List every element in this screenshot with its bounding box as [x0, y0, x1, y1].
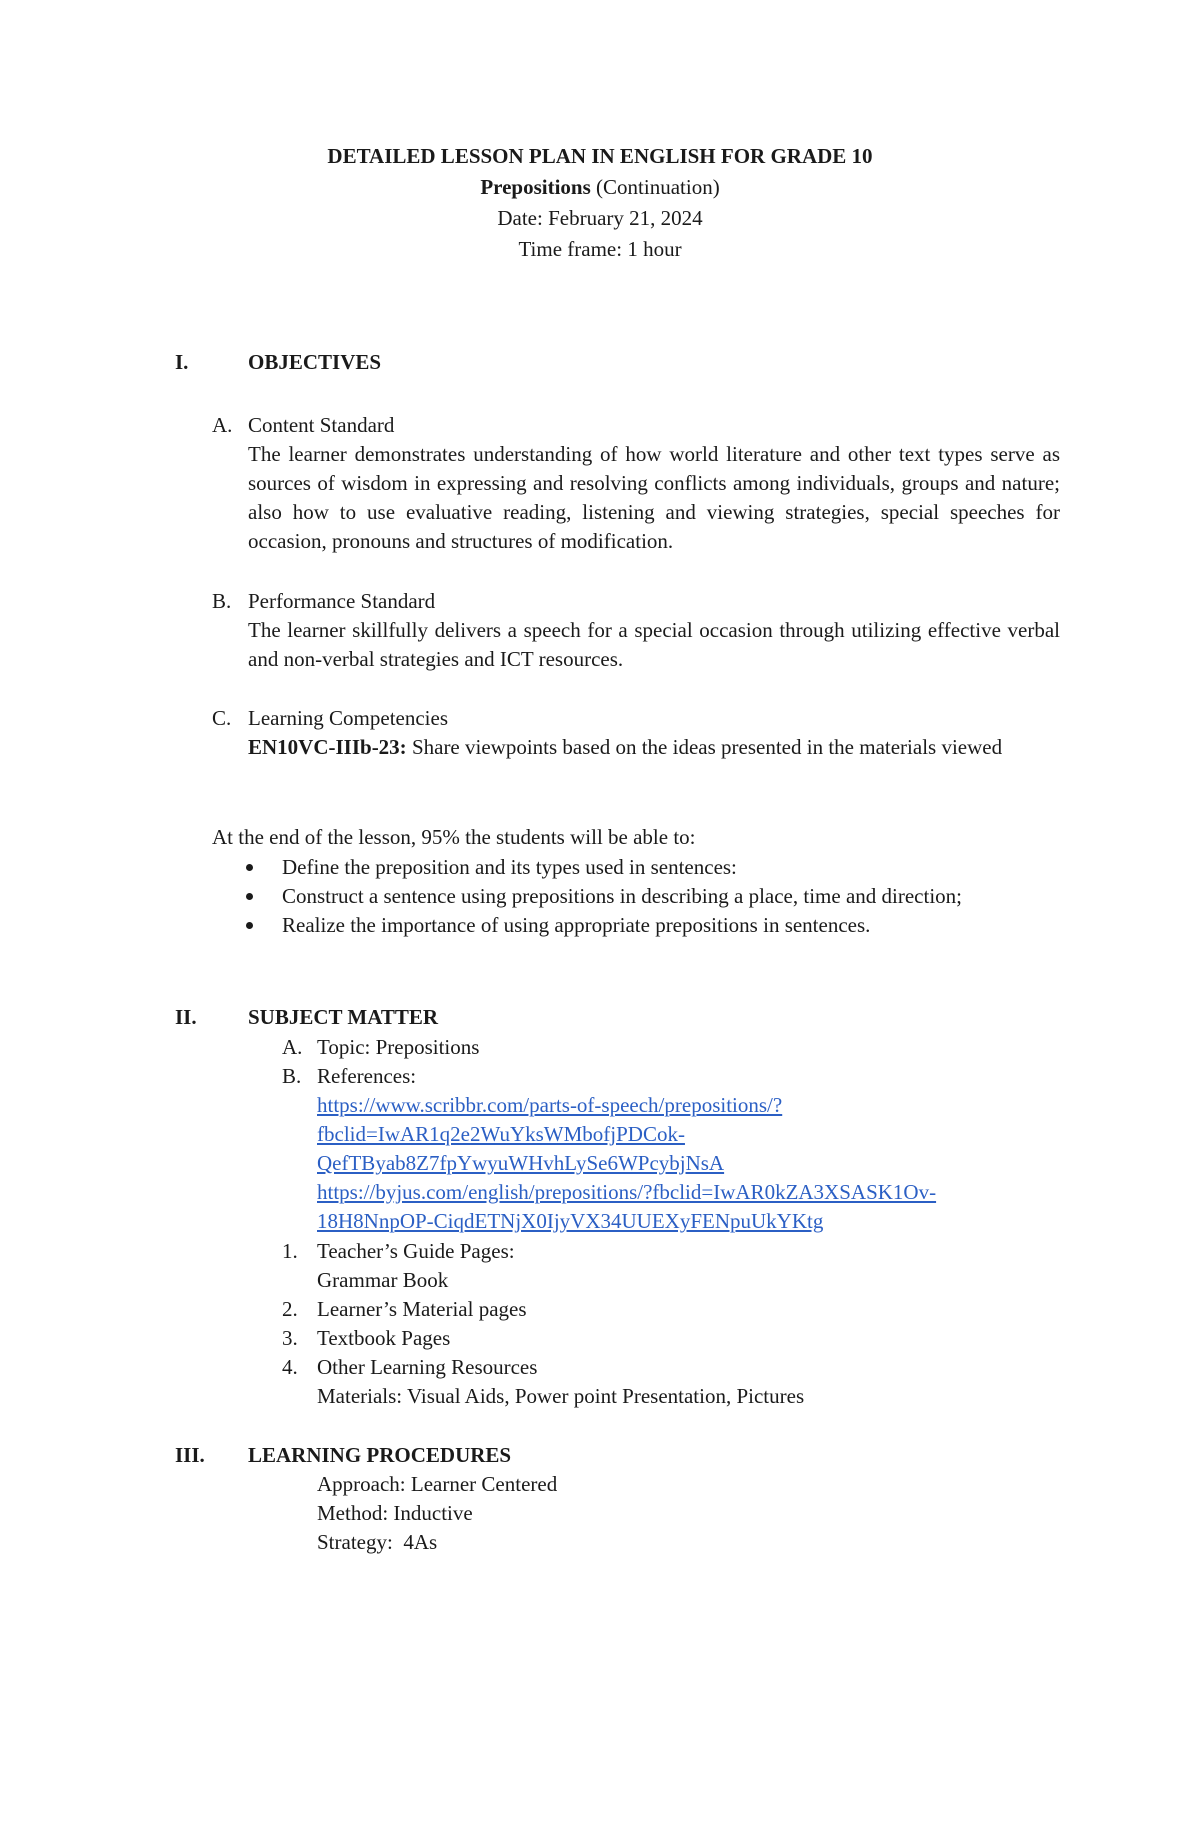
section-heading-subject-matter: SUBJECT MATTER — [248, 1005, 439, 1029]
resource-number: 1. — [282, 1239, 298, 1263]
document-subtitle — [0, 173, 1200, 202]
document-title: DETAILED LESSON PLAN IN ENGLISH FOR GRADE 10 — [327, 144, 873, 168]
references-marker: B. — [282, 1064, 302, 1088]
reference-link-line[interactable]: https://byjus.com/english/prepositions/?fbclid=IwAR0kZA3XSASK1Ov- — [317, 1180, 937, 1204]
section-numeral-subject-matter: II. — [175, 1005, 197, 1029]
topic-text: Topic: Prepositions — [317, 1035, 480, 1059]
resource-detail: Grammar Book — [317, 1268, 449, 1292]
content-standard-label: Content Standard — [248, 413, 395, 437]
competency-code: EN10VC-IIIb-23: — [248, 735, 407, 759]
section-heading-learning-procedures: LEARNING PROCEDURES — [248, 1443, 512, 1467]
resource-label: Learner’s Material pages — [317, 1297, 527, 1321]
performance-standard-label: Performance Standard — [248, 589, 436, 613]
procedure-approach: Approach: Learner Centered — [317, 1472, 558, 1496]
bullet-icon — [246, 864, 253, 871]
content-standard-text: The learner demonstrates understanding of how world literature and other text types serve as sources of wisdom in expressing and resolving conflicts among individuals, groups and nature; also how to use evaluative reading, listening and viewing strategies, special speeches for occasion, pronouns and structures of modification. — [248, 442, 1060, 553]
subtitle-topic: Prepositions — [480, 175, 591, 199]
performance-standard-marker: B. — [212, 589, 232, 613]
resource-label: Textbook Pages — [317, 1326, 451, 1350]
section-numeral-learning-procedures: III. — [175, 1443, 205, 1467]
section-heading-objectives: OBJECTIVES — [248, 350, 382, 374]
learning-competencies-label: Learning Competencies — [248, 706, 449, 730]
learning-competencies-text — [248, 733, 1060, 762]
reference-link-scribbr[interactable] — [317, 1091, 782, 1178]
resource-label: Teacher’s Guide Pages: — [317, 1239, 515, 1263]
learning-competencies-marker: C. — [212, 706, 232, 730]
section-numeral-objectives: I. — [175, 350, 189, 374]
reference-link-line[interactable]: QefTByab8Z7fpYwyuWHvhLySe6WPcybjNsA — [317, 1151, 725, 1175]
performance-standard-text: The learner skillfully delivers a speech for a special occasion through utilizing effective verbal and non-verbal strategies and ICT resources. — [248, 618, 1060, 671]
content-standard-marker: A. — [212, 413, 233, 437]
reference-link-line[interactable]: https://www.scribbr.com/parts-of-speech/prepositions/? — [317, 1093, 783, 1117]
bullet-icon — [246, 922, 253, 929]
resource-detail: Materials: Visual Aids, Power point Presentation, Pictures — [317, 1384, 805, 1408]
resource-number: 4. — [282, 1355, 298, 1379]
objective-bullet: Define the preposition and its types used in sentences: — [282, 855, 737, 879]
reference-link-line[interactable]: 18H8NnpOP-CiqdETNjX0IjyVX34UUEXyFENpuUkYKtg — [317, 1209, 824, 1233]
references-label: References: — [317, 1064, 417, 1088]
reference-link-line[interactable]: fbclid=IwAR1q2e2WuYksWMbofjPDCok- — [317, 1122, 685, 1146]
reference-link-byjus[interactable] — [317, 1178, 936, 1236]
competency-description: Share viewpoints based on the ideas presented in the materials viewed — [406, 735, 1003, 759]
objective-bullet: Realize the importance of using appropriate prepositions in sentences. — [282, 913, 871, 937]
objective-bullet: Construct a sentence using prepositions in describing a place, time and direction; — [282, 884, 962, 908]
objectives-intro: At the end of the lesson, 95% the students will be able to: — [212, 825, 696, 849]
bullet-icon — [246, 893, 253, 900]
procedure-strategy: Strategy: 4As — [317, 1530, 438, 1554]
subtitle-note: (Continuation) — [590, 175, 720, 199]
topic-marker: A. — [282, 1035, 303, 1059]
resource-number: 2. — [282, 1297, 298, 1321]
resource-label: Other Learning Resources — [317, 1355, 538, 1379]
lesson-time-frame: Time frame: 1 hour — [518, 237, 682, 261]
lesson-date: Date: February 21, 2024 — [497, 206, 703, 230]
procedure-method: Method: Inductive — [317, 1501, 473, 1525]
resource-number: 3. — [282, 1326, 298, 1350]
